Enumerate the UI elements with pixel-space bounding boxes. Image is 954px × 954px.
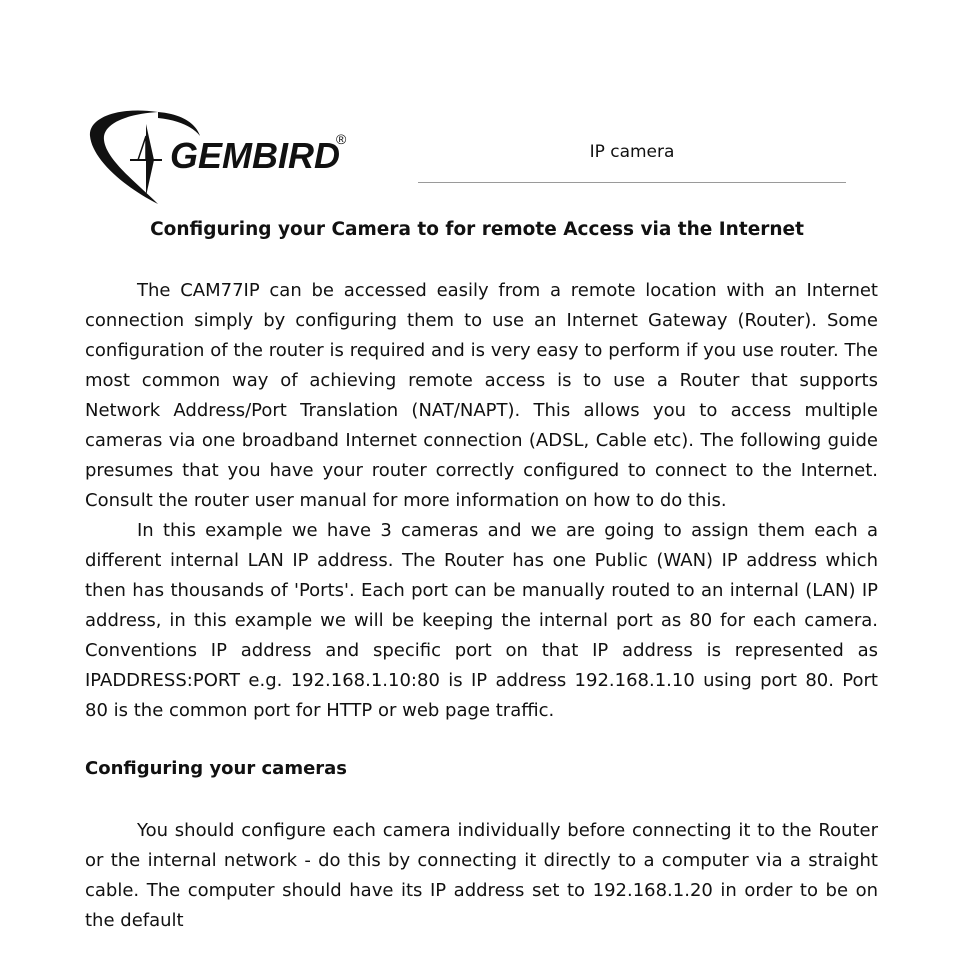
paragraph-text: In this example we have 3 cameras and we are going to assign them each a different internal LAN IP address. The Router has one Public (WAN) IP address which then has thousands of 'Ports'. Each port can be manually routed to an internal (LAN) IP address, in this example we will be keeping the internal port as 80 for each camera. Conventions IP address and specific port on that IP address is represented as IPADDRESS:PORT e.g. 192.168.1.10:80 is IP address 192.168.1.10 using port 80. Port 80 is the common port for HTTP or web page traffic. xyxy=(85,520,878,721)
registered-mark: ® xyxy=(336,131,347,147)
logo-wordmark: GEMBIRD xyxy=(170,135,340,176)
subsection-heading: Configuring your cameras xyxy=(85,758,348,779)
gembird-logo xyxy=(88,106,358,210)
header-title: IP camera xyxy=(589,142,675,162)
header-divider xyxy=(418,182,846,183)
body-paragraph-2 xyxy=(85,516,878,726)
paragraph-text: You should configure each camera individually before connecting it to the Router or the internal network - do this by connecting it directly to a computer via a straight cable. The computer should have its IP address set to 192.168.1.20 in order to be on the default xyxy=(85,820,878,931)
body-paragraph-3 xyxy=(85,816,878,936)
paragraph-text: The CAM77IP can be accessed easily from a remote location with an Internet connection simply by configuring them to use an Internet Gateway (Router). Some configuration of the router is required and is very easy to perform if you use router. The most common way of achieving remote access is to use a Router that supports Network Address/Port Translation (NAT/NAPT). This allows you to access multiple cameras via one broadband Internet connection (ADSL, Cable etc). The following guide presumes that you have your router correctly configured to connect to the Internet. Consult the router user manual for more information on how to do this. xyxy=(85,280,878,511)
body-paragraph-1 xyxy=(85,276,878,516)
section-heading: Configuring your Camera to for remote Access via the Internet xyxy=(150,219,804,240)
